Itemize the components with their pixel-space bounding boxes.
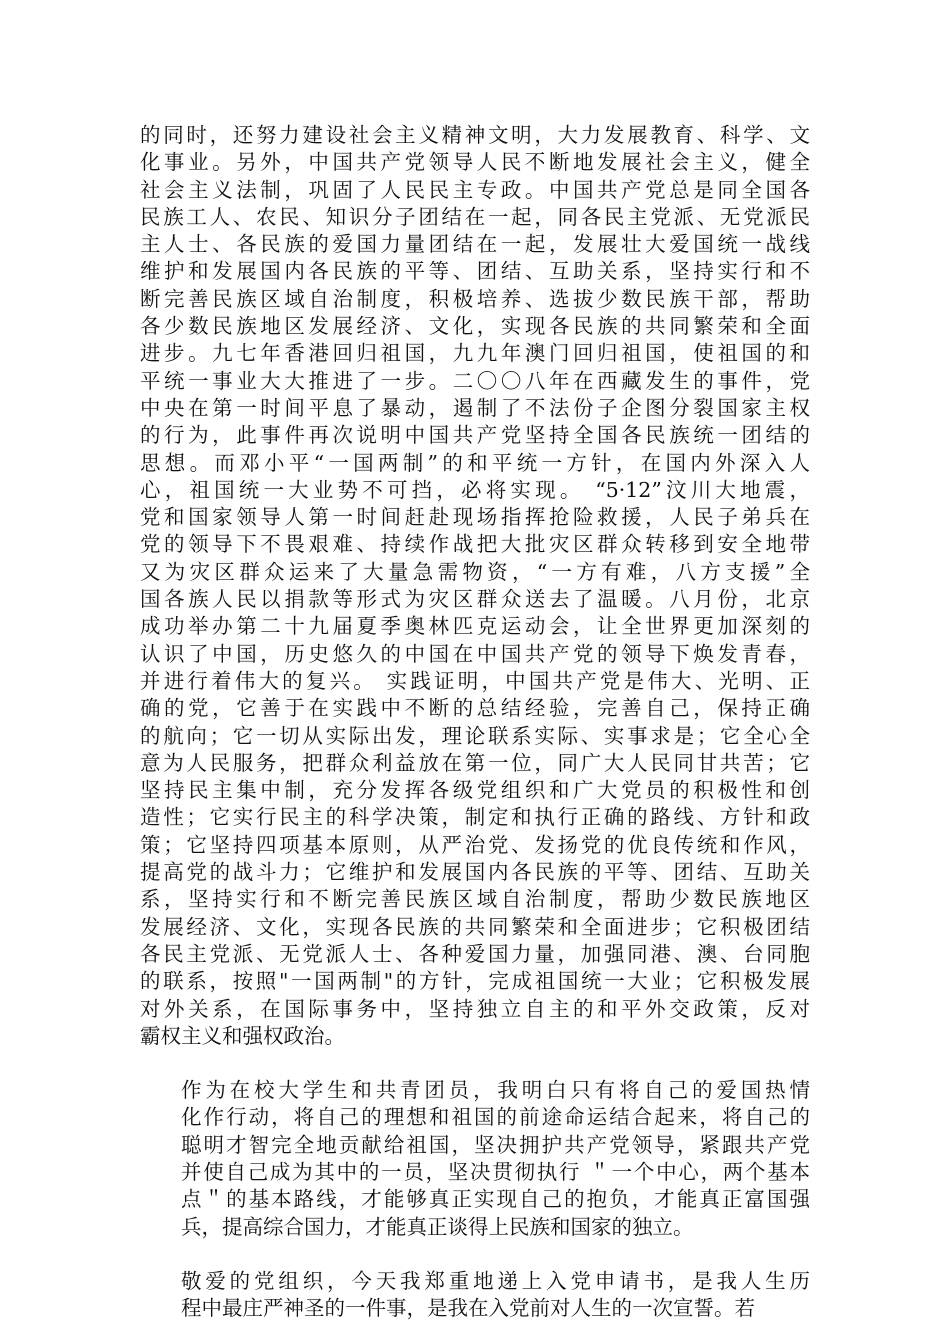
text-line: 并进行着伟大的复兴。 实践证明，中国共产党是伟大、光明、正 (140, 668, 810, 693)
paragraph (140, 122, 810, 1050)
paragraph (140, 1268, 810, 1323)
text-line: 各民主党派、无党派人士、各种爱国力量，加强同港、澳、台同胞 (140, 941, 810, 966)
text-line: 坚持民主集中制，充分发挥各级党组织和广大党员的积极性和创 (140, 778, 810, 803)
text-line: 对外关系，在国际事务中，坚持独立自主的和平外交政策，反对 (140, 996, 810, 1021)
text-line: 的行为，此事件再次说明中国共产党坚持全国各民族统一团结的 (140, 423, 810, 448)
text-line: 程中最庄严神圣的一件事，是我在入党前对人生的一次宣誓。若 (181, 1296, 755, 1321)
text-line: 化作行动，将自己的理想和祖国的前途命运结合起来，将自己的 (181, 1105, 810, 1130)
text-line: 断完善民族区域自治制度，积极培养、选拔少数民族干部，帮助 (140, 286, 810, 311)
text-line: 的航向；它一切从实际出发，理论联系实际、实事求是；它全心全 (140, 723, 810, 748)
text-line: 国各族人民以捐款等形式为灾区群众送去了温暖。八月份，北京 (140, 587, 810, 612)
text-line: 提高党的战斗力；它维护和发展国内各民族的平等、团结、互助关 (140, 860, 810, 885)
text-line: 霸权主义和强权政治。 (140, 1023, 345, 1048)
text-line: 系，坚持实行和不断完善民族区域自治制度，帮助少数民族地区 (140, 887, 810, 912)
text-line: 点＂的基本路线，才能够真正实现自己的抱负，才能真正富国强 (181, 1187, 810, 1212)
text-line: 中央在第一时间平息了暴动，遏制了不法份子企图分裂国家主权 (140, 395, 810, 420)
text-line: 敬爱的党组织，今天我郑重地递上入党申请书，是我人生历 (181, 1268, 810, 1293)
text-line: 党的领导下不畏艰难、持续作战把大批灾区群众转移到安全地带 (140, 532, 810, 557)
text-line: 策；它坚持四项基本原则，从严治党、发扬党的优良传统和作风， (140, 832, 810, 857)
text-line: 各少数民族地区发展经济、文化，实现各民族的共同繁荣和全面 (140, 314, 810, 339)
text-line: 平统一事业大大推进了一步。二〇〇八年在西藏发生的事件，党 (140, 368, 810, 393)
text-line: 党和国家领导人第一时间赶赴现场指挥抢险救援，人民子弟兵在 (140, 505, 810, 530)
text-line: 主人士、各民族的爱国力量团结在一起，发展壮大爱国统一战线 (140, 232, 810, 257)
text-line: 心，祖国统一大业势不可挡，必将实现。 “5·12”汶川大地震， (140, 477, 810, 502)
text-line: 确的党，它善于在实践中不断的总结经验，完善自己，保持正确 (140, 696, 810, 721)
text-line: 并使自己成为其中的一员，坚决贯彻执行 ＂一个中心，两个基本 (181, 1159, 810, 1184)
text-line: 认识了中国，历史悠久的中国在中国共产党的领导下焕发青春， (140, 641, 810, 666)
text-line: 又为灾区群众运来了大量急需物资，“一方有难，八方支援”全 (140, 559, 810, 584)
text-line: 思想。而邓小平“一国两制”的和平统一方针，在国内外深入人 (140, 450, 810, 475)
text-line: 的同时，还努力建设社会主义精神文明，大力发展教育、科学、文 (140, 123, 810, 147)
text-line: 发展经济、文化，实现各民族的共同繁荣和全面进步；它积极团结 (140, 914, 810, 939)
text-line: 意为人民服务，把群众利益放在第一位，同广大人民同甘共苦；它 (140, 750, 810, 775)
text-line: 造性；它实行民主的科学决策，制定和执行正确的路线、方针和政 (140, 805, 810, 830)
document-page (140, 122, 810, 1322)
text-line: 进步。九七年香港回归祖国，九九年澳门回归祖国，使祖国的和 (140, 341, 810, 366)
paragraph (140, 1077, 810, 1241)
text-line: 成功举办第二十九届夏季奥林匹克运动会，让全世界更加深刻的 (140, 614, 810, 639)
text-line: 聪明才智完全地贡献给祖国，坚决拥护共产党领导，紧跟共产党 (181, 1132, 810, 1157)
text-line: 作为在校大学生和共青团员，我明白只有将自己的爱国热情 (181, 1078, 810, 1103)
text-line: 社会主义法制，巩固了人民民主专政。中国共产党总是同全国各 (140, 177, 810, 202)
text-line: 兵，提高综合国力，才能真正谈得上民族和国家的独立。 (181, 1214, 694, 1239)
text-line: 的联系，按照"一国两制"的方针，完成祖国统一大业；它积极发展 (140, 969, 810, 994)
text-line: 维护和发展国内各民族的平等、团结、互助关系，坚持实行和不 (140, 259, 810, 284)
text-line: 化事业。另外，中国共产党领导人民不断地发展社会主义，健全 (140, 150, 810, 175)
text-line: 民族工人、农民、知识分子团结在一起，同各民主党派、无党派民 (140, 204, 810, 229)
